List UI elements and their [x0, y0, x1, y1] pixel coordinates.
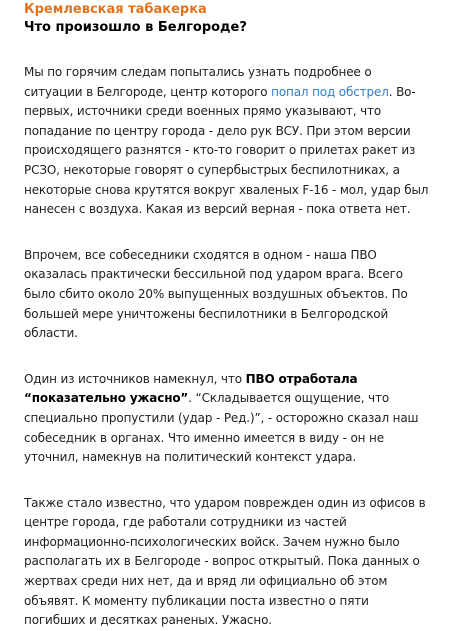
text-line: объявят. К моменту публикации поста известно о пяти	[24, 593, 369, 608]
text-line: Также стало известно, что ударом поврежден один из офисов в	[24, 495, 426, 510]
text-line: РСЗО, некоторые говорят о супербыстрых беспилотниках, а	[24, 162, 400, 177]
text-line: области.	[24, 326, 78, 341]
text-line: Мы по горячим следам попытались узнать подробнее о	[24, 65, 372, 79]
shelling-link[interactable]: попал под обстрел	[271, 84, 389, 99]
text-line: уточнил, намекнув на политический контекст удара.	[24, 450, 357, 465]
text-line: информационно-психологических войск. Зачем нужно было	[24, 534, 400, 549]
text-line	[24, 389, 444, 409]
text-line: нанесен с воздуха. Какая из версий верная - пока ответа нет.	[24, 202, 411, 217]
text-line: большей мере уничтожены беспилотники в Белгородской	[24, 306, 389, 321]
text-line: жертвах среди них нет, да и вряд ли официально об этом	[24, 574, 388, 589]
text-line	[24, 83, 444, 103]
post-paragraph-4	[24, 494, 444, 631]
text-line	[24, 370, 444, 390]
text-line: погибших и десятках раненых. Ужасно.	[24, 613, 272, 628]
text-line: располагать их в Белгороде - вопрос открытый. Пока данных о	[24, 554, 420, 569]
post-paragraph-1	[24, 63, 444, 220]
text-line: некоторые снова крутятся вокруг хваленых F-16 - мол, удар был	[24, 182, 429, 197]
text-line: собеседник в органах. Что именно имеется в виду - он не	[24, 430, 384, 445]
text-line: происходящего разнятся - кто-то говорит о прилетах ракет из	[24, 143, 416, 158]
text-span: . Во-	[388, 84, 416, 99]
text-span: ситуации в Белгороде, центр которого	[24, 84, 272, 99]
channel-name[interactable]: Кремлевская табакерка	[24, 2, 207, 17]
text-line: попадание по центру города - дело рук ВСУ. При этом версии	[24, 123, 411, 138]
text-line: специально пропустили (удар - Ред.)”, - осторожно сказал наш	[24, 410, 419, 425]
post-paragraph-3	[24, 370, 444, 468]
text-line: оказалась практически бессильной под ударом врага. Всего	[24, 267, 403, 282]
post-title: Что произошло в Белгороде?	[24, 20, 247, 35]
bold-quote: ПВО отработала	[245, 371, 358, 386]
text-line: центре города, где работали сотрудники из частей	[24, 515, 347, 530]
text-line: первых, источники среди военных прямо указывают, что	[24, 104, 382, 119]
text-span: . “Складывается ощущение, что	[188, 391, 390, 406]
text-line: Впрочем, все собеседники сходятся в одном - наша ПВО	[24, 247, 377, 262]
post-paragraph-2	[24, 246, 444, 344]
text-line: было сбито около 20% выпущенных воздушных объектов. По	[24, 286, 408, 301]
text-span: Один из источников намекнул, что	[24, 371, 246, 386]
bold-quote: “показательно ужасно”	[24, 391, 189, 406]
